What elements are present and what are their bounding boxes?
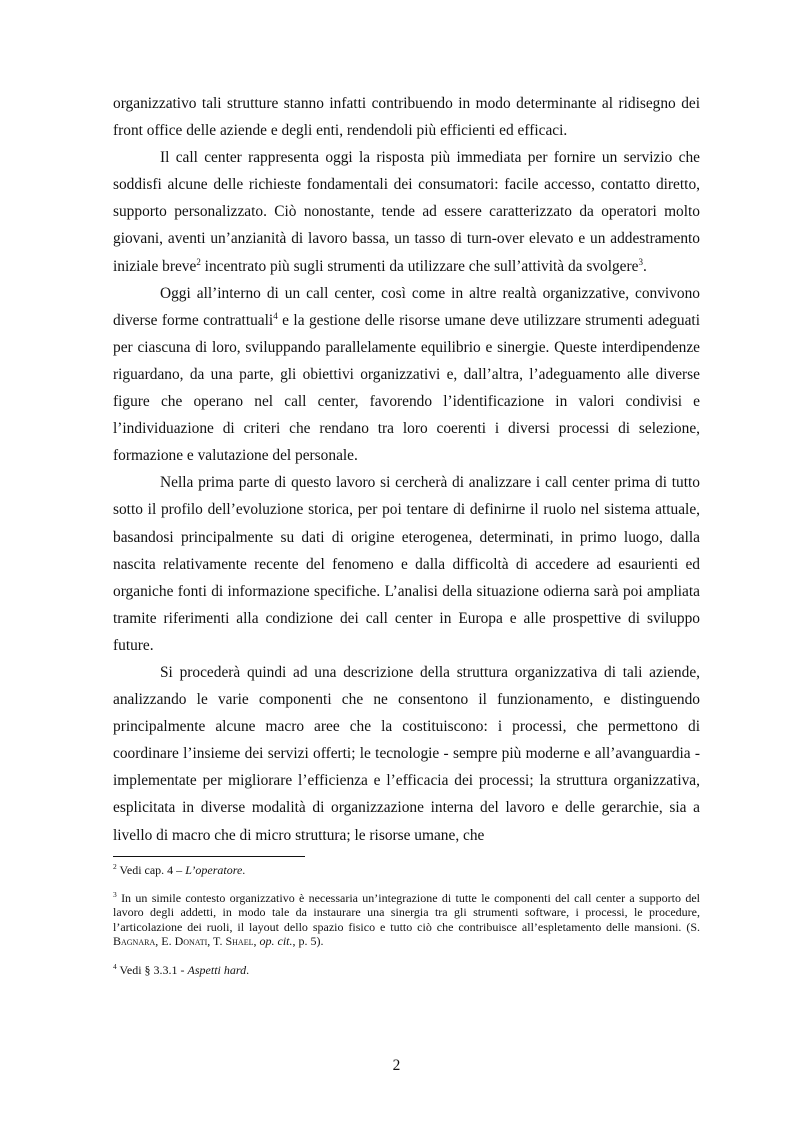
paragraph-1: organizzativo tali strutture stanno infatti contribuendo in modo determinante al ridisegno dei front office delle aziende e degli enti, rendendoli più efficienti ed efficaci. [113, 95, 700, 140]
paragraph-4: Nella prima parte di questo lavoro si cercherà di analizzare i call center prima di tutto sotto il profilo dell’evoluzione storica, per poi tentare di definirne il ruolo nel sistema attuale, basandosi principalmente su dati di origine eterogenea, determinati, in primo luogo, dalla nascita relativamente recente del fenomeno e dalla difficoltà di accedere ad esaurienti ed organiche fonti di informazione specifiche. L’analisi della situazione odierna sarà poi ampliata tramite riferimenti alla condizione dei call center in Europa e alle prospettive di sviluppo future. [113, 474, 700, 654]
paragraph-3: Oggi all’interno di un call center, così come in altre realtà organizzative, convivono diverse forme contrattuali$^4$ e la gestione delle risorse umane deve utilizzare strumenti adeguati per ciascuna di loro, sviluppando parallelamente equilibrio e sinergie. Queste interdipendenze riguardano, da una parte, gli obiettivi organizzativi e, dall’altra, l’adeguamento alle diverse figure che operano nel call center, favorendo l’identificazione in valori condivisi e l’individuazione di criteri che rendano tra loro coerenti i diversi processi di selezione, formazione e valutazione del personale. [113, 284, 700, 465]
footnote-ref-4: 4 [273, 310, 278, 321]
page-number: 2 [392, 1057, 401, 1074]
footnote-ref-3: 3 [638, 256, 643, 267]
footnote-ref-2: 2 [196, 256, 201, 267]
page-body [113, 90, 700, 991]
footnote-2: $^2$ Vedi cap. 4 – L’operatore. [113, 861, 246, 877]
footnote-4: $^4$ Vedi § 3.3.1 - Aspetti hard. [113, 961, 250, 977]
footnote-divider [113, 856, 305, 857]
paragraph-2: Il call center rappresenta oggi la risposta più immediata per fornire un servizio che soddisfi alcune delle richieste fondamentali dei consumatori: facile accesso, contatto diretto, supporto personalizzato. Ciò nonostante, tende ad essere caratterizzato da operatori molto giovani, aventi un’anzianità di lavoro bassa, un tasso di turn-over elevato e un addestramento iniziale breve$^2$ incentrato più sugli strumenti da utilizzare che sull’attività da svolgere$^3$. [113, 149, 700, 275]
paragraph-5: Si procederà quindi ad una descrizione della struttura organizzativa di tali aziende, analizzando le varie componenti che ne consentono il funzionamento, e distinguendo principalmente alcune macro aree che la costituiscono: i processi, che permettono di coordinare l’insieme dei servizi offerti; le tecnologie - sempre più moderne e all’avanguardia - implementate per migliorare l’efficienza e l’efficacia dei processi; la struttura organizzativa, esplicitata in diverse modalità di organizzazione interna del lavoro e delle gerarchie, sia a livello di macro che di micro struttura; le risorse umane, che [113, 663, 700, 844]
footnote-3: $^3$ In un simile contesto organizzativo è necessaria un’integrazione di tutte le componenti del call center a supporto del lavoro degli addetti, in modo tale da instaurare una sinergia tra gli strumenti software, i processi, le procedure, l’articolazione dei ruoli, il layout dello spazio fisico e tutto ciò che contribuisce all’espletamento delle mansioni. (S. Bagnara, E. Donati, T. Shael, op. cit., p. 5). [113, 890, 700, 949]
